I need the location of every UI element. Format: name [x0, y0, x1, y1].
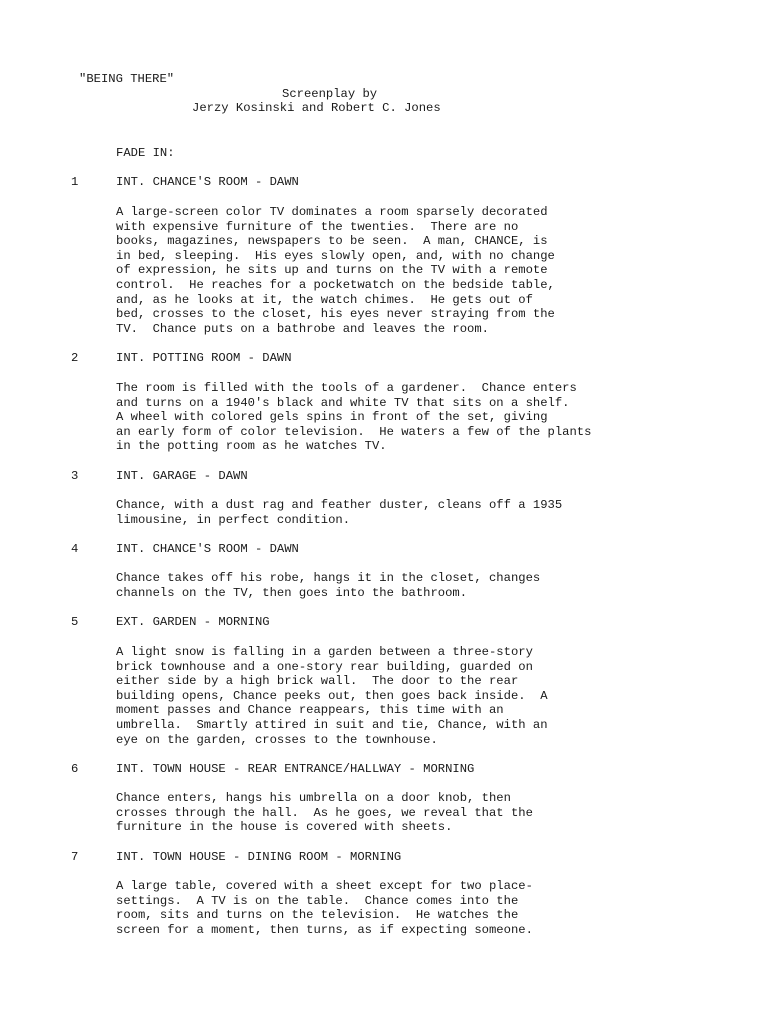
scene-number: 3 — [71, 469, 79, 483]
action-line: TV. Chance puts on a bathrobe and leaves the room. — [116, 321, 489, 336]
scene-number: 7 — [71, 850, 79, 864]
scene-number: 1 — [71, 175, 79, 189]
action-line: Chance enters, hangs his umbrella on a door knob, then — [116, 791, 511, 805]
byline: Screenplay by — [282, 87, 378, 101]
action-line: in the potting room as he watches TV. — [116, 439, 387, 454]
action-line: books, magazines, newspapers to be seen. A man, CHANCE, is — [116, 234, 548, 249]
action-line: Chance, with a dust rag and feather duster, cleans off a 1935 — [116, 498, 563, 512]
action-line: channels on the TV, then goes into the bathroom. — [116, 585, 468, 600]
scene-heading: INT. CHANCE'S ROOM - DAWN — [116, 542, 299, 556]
scene-action — [116, 571, 716, 600]
transition-fade-in: FADE IN: — [116, 146, 175, 160]
scene-heading: INT. CHANCE'S ROOM - DAWN — [116, 175, 299, 189]
authors: Jerzy Kosinski and Robert C. Jones — [192, 101, 441, 115]
action-line: bed, crosses to the closet, his eyes never straying from the — [116, 307, 555, 322]
action-line: furniture in the house is covered with sheets. — [116, 820, 453, 835]
action-line: A large-screen color TV dominates a room sparsely decorated — [116, 205, 548, 219]
action-line: of expression, he sits up and turns on the TV with a remote — [116, 263, 548, 278]
action-line: The room is filled with the tools of a gardener. Chance enters — [116, 381, 577, 395]
scene-heading: INT. TOWN HOUSE - DINING ROOM - MORNING — [116, 850, 402, 864]
scene-action — [116, 879, 716, 937]
action-line: screen for a moment, then turns, as if expecting someone. — [116, 922, 533, 937]
action-line: either side by a high brick wall. The door to the rear — [116, 674, 519, 689]
scene-number: 6 — [71, 762, 79, 776]
action-line: moment passes and Chance reappears, this time with an — [116, 703, 504, 718]
action-line: eye on the garden, crosses to the townhouse. — [116, 732, 438, 747]
scene-heading: INT. GARAGE - DAWN — [116, 469, 248, 483]
action-line: A wheel with colored gels spins in front of the set, giving — [116, 410, 548, 425]
action-line: with expensive furniture of the twenties. There are no — [116, 219, 519, 234]
action-line: in bed, sleeping. His eyes slowly open, and, with no change — [116, 248, 555, 263]
action-line: and turns on a 1940's black and white TV that sits on a shelf. — [116, 395, 570, 410]
scene-action — [116, 381, 716, 454]
scene-action — [116, 791, 716, 835]
scene-number: 5 — [71, 615, 79, 629]
action-line: an early form of color television. He waters a few of the plants — [116, 424, 592, 439]
scene-action — [116, 645, 716, 747]
screenplay-title: "BEING THERE" — [79, 72, 175, 86]
action-line: room, sits and turns on the television. He watches the — [116, 908, 519, 923]
action-line: and, as he looks at it, the watch chimes. He gets out of — [116, 292, 533, 307]
action-line: Chance takes off his robe, hangs it in the closet, changes — [116, 571, 541, 585]
action-line: A light snow is falling in a garden between a three-story — [116, 645, 533, 659]
action-line: umbrella. Smartly attired in suit and tie, Chance, with an — [116, 717, 548, 732]
action-line: building opens, Chance peeks out, then goes back inside. A — [116, 688, 548, 703]
scene-action — [116, 205, 716, 336]
scene-heading: EXT. GARDEN - MORNING — [116, 615, 270, 629]
scene-number: 4 — [71, 542, 79, 556]
action-line: crosses through the hall. As he goes, we reveal that the — [116, 805, 533, 820]
scene-action — [116, 498, 716, 527]
scene-number: 2 — [71, 351, 79, 365]
action-line: limousine, in perfect condition. — [116, 512, 351, 527]
action-line: settings. A TV is on the table. Chance comes into the — [116, 893, 519, 908]
scene-heading: INT. POTTING ROOM - DAWN — [116, 351, 292, 365]
scene-heading: INT. TOWN HOUSE - REAR ENTRANCE/HALLWAY - MORNING — [116, 762, 475, 776]
action-line: A large table, covered with a sheet except for two place- — [116, 879, 533, 893]
action-line: brick townhouse and a one-story rear building, guarded on — [116, 659, 533, 674]
action-line: control. He reaches for a pocketwatch on the bedside table, — [116, 277, 555, 292]
